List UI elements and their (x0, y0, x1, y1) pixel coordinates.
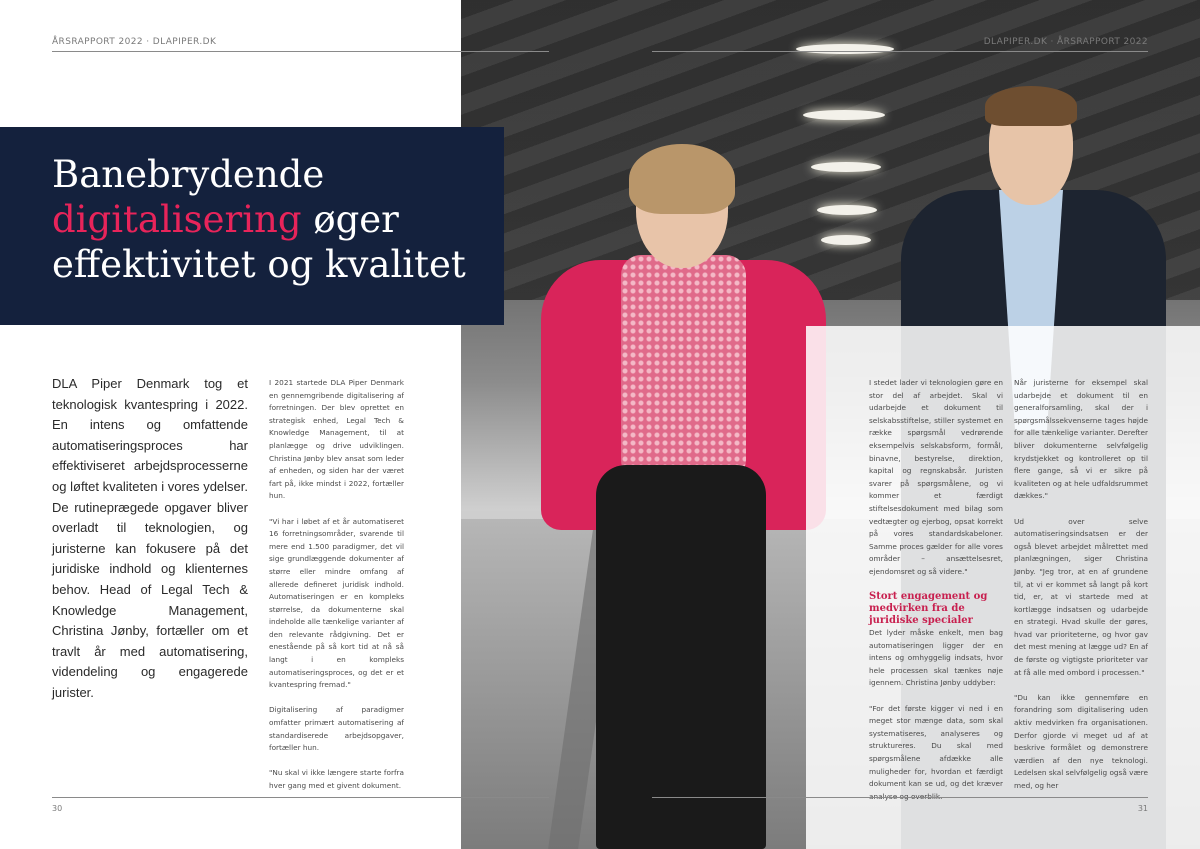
man-hair (985, 86, 1077, 126)
woman-hair (629, 144, 735, 214)
paragraph: I 2021 startede DLA Piper Denmark en gennemgribende digitalisering af forretningen. Der blev oprettet en strategisk enhed, Legal Tech & Knowledge Management, til at planlægge og drive udviklingen. Christina Jønby blev ansat som leder af enheden, og siden har der været fart på, ikke mindst i 2022, fortæller hun. (269, 378, 404, 501)
paragraph: "Nu skal vi ikke længere starte forfra hver gang med et givent dokument. (269, 768, 404, 790)
paragraph: "Du kan ikke gennemføre en forandring som digitalisering uden aktiv medvirken fra organisationen. Derfor gjorde vi meget ud af at beskrive formålet og demonstrere værdien af den nye teknologi. Ledelsen skal selvfølgelig også være med, og her (1014, 692, 1148, 790)
paragraph: Når juristerne for eksempel skal udarbejde et dokument til en generalforsamling, skal der i spørgsmålssekvenserne tages højde for alle tænkelige varianter. Derefter bliver dokumenterne selvfølgelig krydstjekket og kontrolleret op til flere gange, så vi er sikre på kvaliteten og at hele udfaldsrummet dækkes." (1014, 378, 1148, 501)
title-line3: effektivitet og kvalitet (52, 243, 466, 286)
page-number-right: 31 (1137, 804, 1148, 813)
ceiling-lamp (803, 110, 885, 120)
woman-blouse (621, 255, 746, 480)
page-title (52, 152, 492, 287)
body-column-1 (269, 377, 404, 805)
paragraph: Digitalisering af paradigmer omfatter primært automatisering af standardiserede arbejdsopgaver, fortæller hun. (269, 705, 404, 753)
footer-rule-left (52, 797, 549, 798)
running-header-left: ÅRSRAPPORT 2022 · DLAPIPER.DK (52, 37, 217, 47)
body-column-2 (869, 377, 1003, 816)
paragraph: "For det første kigger vi ned i en meget stor mænge data, som skal systematiseres, analyseres og struktureres. Du skal med spørgsmålene afdække alle muligheder for, hvordan et færdigt dokument kan se ud, og det kræver (869, 703, 1003, 789)
page-number-left: 30 (52, 804, 63, 813)
running-header-right: DLAPIPER.DK · ÅRSRAPPORT 2022 (983, 37, 1148, 47)
title-accent: digitalisering (52, 198, 302, 241)
title-line2-rest: øger (301, 198, 399, 241)
woman-pants (596, 465, 766, 849)
paragraph: "Vi har i løbet af et år automatiseret 16 forretningsområder, svarende til mere end 1.500 paradigmer, det vil sige grundlæggende dokumenter af større eller mindre omfang af allerede defineret juridisk indhold. Automatiseringen er en kompleks størrelse, da dokumenterne skal indeholde alle tænkelige varianter af den relevante rådgivning. Det er enestående på så kort tid at nå så langt i en kompleks automatiseringsproces, og det er et kvantespring fremad." (269, 516, 404, 690)
section-heading: Stort engagement og medvirken fra de juridiske specialer (869, 591, 988, 627)
paragraph: Det lyder måske enkelt, men bag automatiseringen ligger der en intens og omhyggelig indsats, hvor hele processen skal tænkes nøje igennem. Christina Jønby uddyber: (869, 628, 1003, 688)
title-line1: Banebrydende (52, 153, 325, 196)
header-rule-left (52, 51, 549, 52)
paragraph: I stedet lader vi teknologien gøre en stor del af arbejdet. Skal vi udarbejde et dokument til selskabsstiftelse, stiller systemet en række spørgsmål vedrørende eksempelvis selskabsform, formål, binavne, bestyrelse, direktion, kapital og regnskabsår. Juristen svarer på spørgsmålene, og vi kommer et færdigt stiftelsesdokument med bilag som vedtægter og ejerbog, opsat korrekt på vores standardskabeloner. Samme proces gælder for alle vores områder – ansættelsesret, ejendomsret og så videre." (869, 378, 1003, 576)
body-column-3 (1014, 377, 1148, 805)
paragraph: Ud over selve automatiseringsindsatsen er der også blevet arbejdet målrettet med planlægningen, siger Christina Jønby. "Jeg tror, at en af grundene til, at vi er kommet så langt på kort tid, er, at vi startede med at kortlægge indsatsen og udarbejde en strategi. Hvad skulle der gøres, hvad var prioriteterne, og hvor gav det mest mening at lægge ud? En af de første og vigtigste prioriteter var at få alle med ombord i processen." (1014, 516, 1148, 677)
intro-paragraph: DLA Piper Denmark tog et teknologisk kvantespring i 2022. En intens og omfattende automatiseringsproces har effektiviseret arbejdsprocesserne og løftet kvaliteten i vores ydelser. De rutineprægede opgaver bliver overladt til teknologien, og juristerne kan fokusere på det juridiske indhold og klienternes behov. Head of Legal Tech & Knowledge Management, Christina Jønby, fortæller om et travlt år med automatisering, videndeling og engagerede jurister. (52, 376, 248, 700)
ceiling-lamp (796, 44, 894, 54)
woman-figure (541, 150, 841, 849)
header-rule-right (652, 51, 1148, 52)
footer-rule-right (652, 797, 1148, 798)
